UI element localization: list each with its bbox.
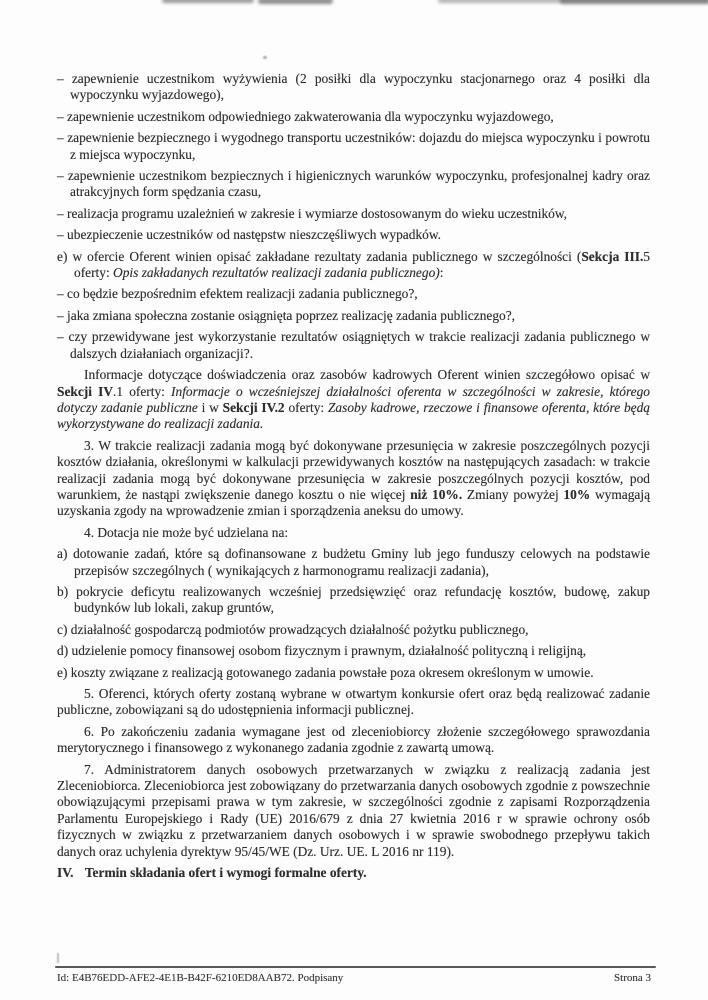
text-run: wymagają uzyskania zgody na wprowadzenie zmian i sporządzenia aneksu do umowy. (57, 486, 651, 519)
lettered-list-item (57, 643, 650, 659)
list-marker: b) (57, 583, 77, 599)
list-marker: – (57, 205, 68, 221)
text-run: Termin składania ofert i wymogi formalne oferty. (84, 865, 367, 881)
scan-speck-artifact (263, 56, 267, 59)
dash-list-item (57, 206, 650, 222)
dash-list-item (57, 227, 650, 243)
text-run: Sekcji IV.2 (222, 399, 285, 415)
text-run: 5 oferty: (74, 248, 650, 281)
list-marker: – (57, 227, 68, 243)
paragraph (57, 525, 650, 541)
text-run: czy przewidywane jest wykorzystanie rezultatów osiągniętych w trakcie realizacji zadania publicznego w dalszych działaniach organizacji?. (68, 329, 650, 361)
paragraph (57, 438, 650, 520)
dash-list-item (57, 286, 650, 302)
list-marker: e) (57, 664, 71, 680)
document-body (57, 71, 650, 886)
scan-smudge-artifact (258, 0, 333, 4)
list-marker: – (57, 130, 68, 146)
text-run: zapewnienie uczestnikom odpowiedniego zakwaterowania dla wypoczynku wyjazdowego, (67, 108, 554, 124)
text-run: zapewnienie bezpiecznego i wygodnego transportu uczestników: dojazdu do miejsca wypoczynku i powrotu z miejsca wypoczynku, (67, 130, 651, 162)
dash-list-item (57, 168, 650, 201)
list-marker: – (57, 329, 69, 345)
list-marker: c) (57, 621, 71, 637)
dash-list-item (57, 71, 650, 104)
text-run: oferty: (284, 399, 328, 415)
list-marker: – (57, 71, 72, 86)
text-run: 6. Po zakończeniu zadania wymagane jest od zleceniobiorcy złożenie szczegółowego sprawozdania merytorycznego i finansowego z wykonanego zadania zgodnie z zawartą umową. (57, 723, 650, 756)
dash-list-item (57, 109, 650, 125)
text-run: Informacje o wcześniejszej działalności oferenta w szczególności w zakresie, którego dotyczy zadanie publiczne (57, 383, 650, 415)
paragraph (57, 724, 650, 757)
page-footer (57, 971, 651, 985)
section-heading (57, 865, 650, 881)
text-run: pokrycie deficytu realizowanych wcześniej przedsięwzięć oraz refundację kosztów, budowę, zakup budynków lub lokali, zakup gruntów, (74, 583, 650, 616)
lettered-list-item (57, 249, 650, 282)
scan-mark-artifact (57, 953, 59, 963)
list-marker: – (57, 307, 68, 323)
list-marker: a) (57, 546, 74, 562)
text-run: działalność gospodarczą podmiotów prowadzących działalność pożytku publicznego, (70, 621, 529, 637)
text-run: 10% (563, 486, 591, 502)
dash-list-item (57, 329, 650, 362)
dash-list-item (57, 130, 650, 163)
scan-smudge-artifact (162, 0, 254, 3)
page-number-label: Strona 3 (614, 972, 651, 984)
footer-divider (55, 966, 656, 968)
text-run: dotowanie zadań, które są dofinansowane z budżetu Gminy lub jego funduszy celowych na podstawie przepisów szczególnych ( wynikających z harmonogramu realizacji zadania), (73, 546, 650, 578)
text-run: koszty związane z realizacją gotowanego zadania powstałe poza okresem określonym w umowie. (70, 664, 594, 680)
dash-list-item (57, 308, 650, 324)
list-marker: – (57, 286, 68, 302)
text-run: niż 10%. (410, 486, 463, 502)
paragraph (57, 686, 650, 719)
paragraph (57, 762, 650, 860)
text-run: ubezpieczenie uczestników od następstw nieszczęśliwych wypadków. (67, 227, 441, 243)
text-run: 7. Administratorem danych osobowych przetwarzanych w związku z realizacją zadania jest Zleceniobiorca. Zleceniobiorca jest zobowiązany do przetwarzania danych osobowych zgodnie z powszechnie obowiązującymi przepisami prawa w tym zakresie, w szczególności zgodnie z zapisami Rozporządzenia Parlamentu Europejskiego i Rady (UE) 2016/679 z dnia 27 kwietnia 2016 r w sprawie ochrony osób fizycznych w związku z przetwarzaniem danych osobowych i w sprawie swobodnego przepływu takich danych oraz uchylenia dyrektyw 95/45/WE (Dz. Urz. UE. L 2016 nr 119). (57, 761, 650, 859)
list-marker: d) (57, 643, 72, 659)
document-id-text: Id: E4B76EDD-AFE2-4E1B-B42F-6210ED8AAB72. Podpisany (57, 972, 344, 984)
text-run: .1 oferty: (113, 383, 172, 399)
text-run: co będzie bezpośrednim efektem realizacji zadania publicznego?, (67, 286, 418, 302)
text-run: Opis zakładanych rezultatów realizacji zadania publicznego) (113, 265, 440, 281)
list-marker: e) (57, 248, 73, 264)
lettered-list-item (57, 546, 650, 579)
list-marker: – (57, 168, 68, 184)
list-marker: IV. (57, 865, 77, 881)
text-run: Zasoby kadrowe, rzeczowe i finansowe oferenta, które będą wykorzystywane do realizacji zadania. (57, 399, 651, 432)
text-run: Sekcji IV (57, 383, 113, 399)
lettered-list-item (57, 665, 650, 681)
text-run: 4. Dotacja nie może być udzielana na: (84, 524, 289, 540)
text-run: zapewnienie uczestnikom bezpiecznych i higienicznych warunków wypoczynku, profesjonalnej kadry oraz atrakcyjnych form spędzania czasu, (67, 168, 650, 200)
text-run: w ofercie Oferent winien opisać zakładane rezultaty zadania publicznego w szczególności ( (72, 248, 582, 264)
text-run: 3. W trakcie realizacji zadania mogą być dokonywane przesunięcia w zakresie poszczególnych pozycji kosztów działania, określonymi w kalkulacji przewidywanych kosztów na następujących zasadach: w trakcie realizacji zadania mogą być dokonywane przesunięcia w zakresie poszczególnych pozycji kosztów, pod warunkiem, że nastąpi zwiększenie danego kosztu o nie więcej (57, 437, 650, 502)
lettered-list-item (57, 584, 650, 617)
lettered-list-item (57, 622, 650, 638)
text-run: Informacje dotyczące doświadczenia oraz zasobów kadrowych Oferent winien szczegółowo opisać w (84, 367, 650, 383)
text-run: zapewnienie uczestnikom wyżywienia (2 posiłki dla wypoczynku stacjonarnego oraz 4 posiłki dla wypoczynku wyjazdowego), (70, 71, 650, 103)
text-run: Sekcja III. (581, 248, 644, 264)
text-run: i w (197, 399, 223, 415)
text-run: udzielenie pomocy finansowej osobom fizycznym i prawnym, działalność polityczną i religijną, (71, 643, 587, 659)
list-marker: – (57, 108, 68, 124)
scan-smudge-artifact (438, 0, 563, 3)
paragraph (57, 367, 650, 433)
text-run: Zmiany powyżej (462, 486, 564, 502)
text-run: 5. Oferenci, których oferty zostaną wybrane w otwartym konkursie ofert oraz będą realizować zadanie publiczne, zobowiązani są do udostępnienia informacji publicznej. (57, 686, 650, 718)
scan-smudge-artifact (560, 0, 708, 4)
text-run: jaka zmiana społeczna zostanie osiągnięta poprzez realizację zadania publicznego?, (67, 307, 516, 323)
text-run: : (439, 265, 444, 281)
text-run: realizacja programu uzależnień w zakresie i wymiarze dostosowanym do wieku uczestników, (67, 205, 568, 221)
